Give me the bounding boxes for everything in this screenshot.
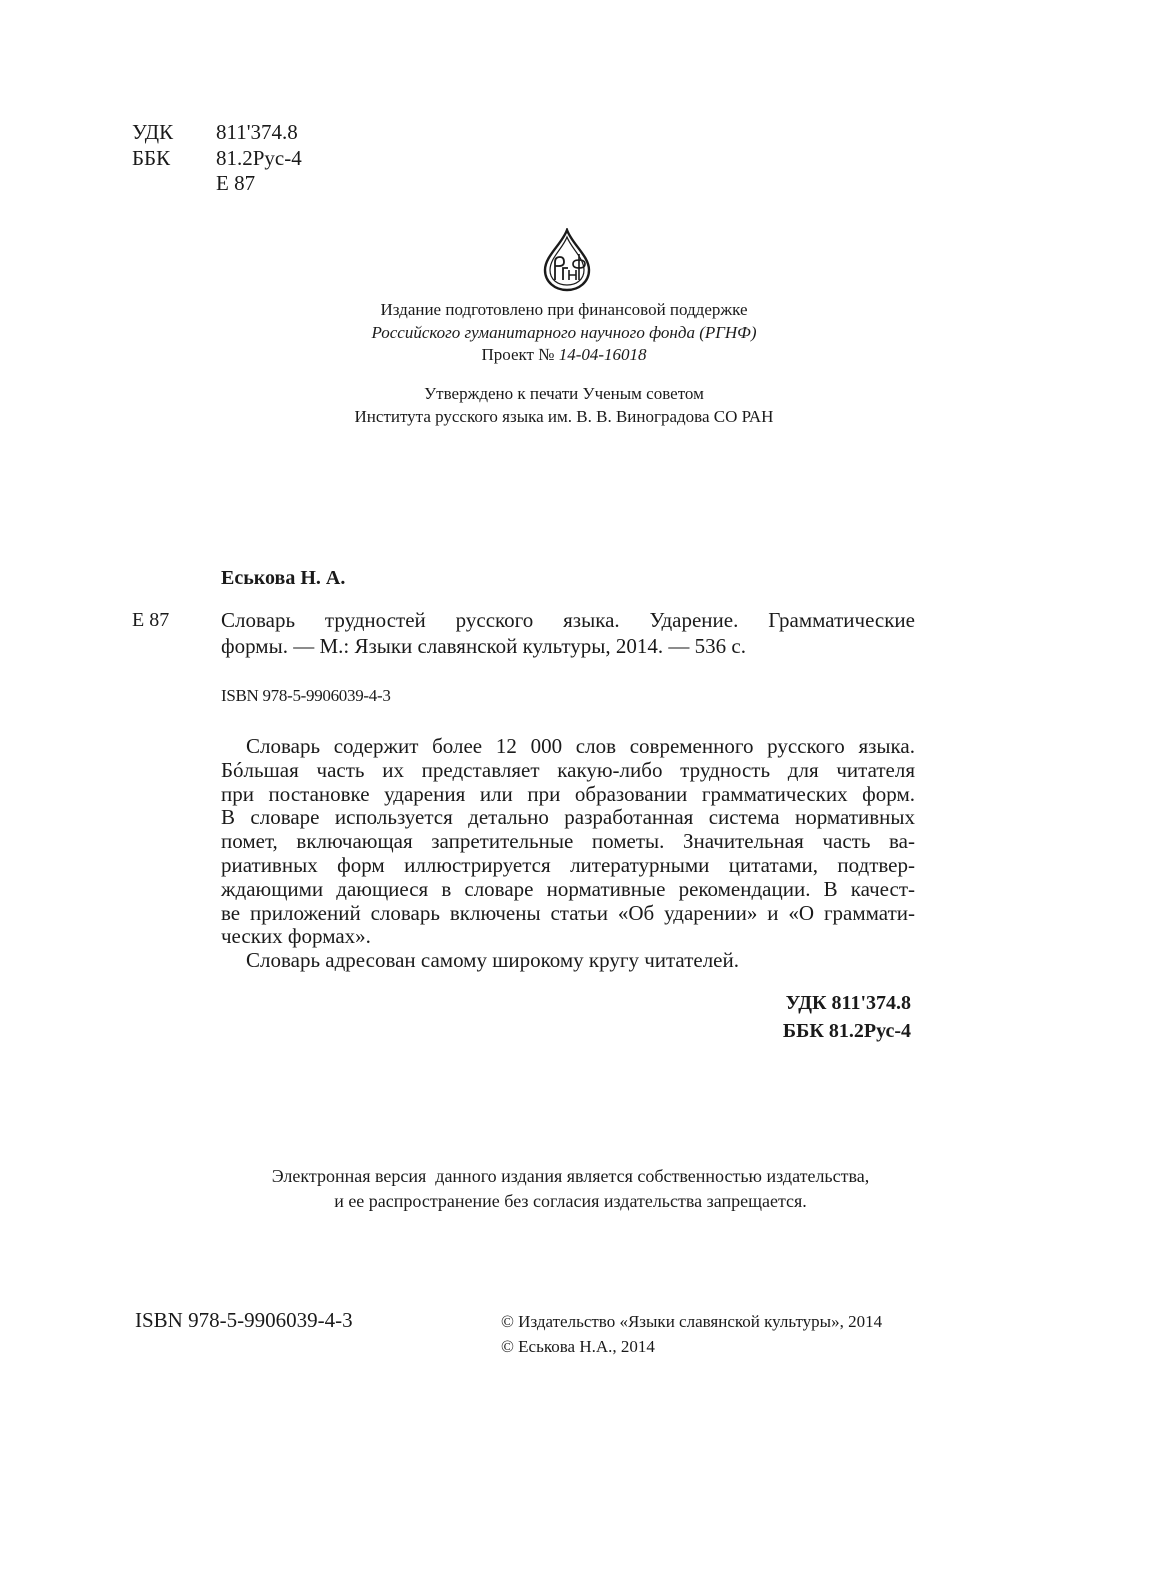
- notice-line-2: и ее распространение без согласия издательства запрещается.: [334, 1191, 807, 1211]
- project-label: Проект №: [481, 345, 555, 364]
- description-line-2: формы. — М.: Языки славянской культуры, 2014. — 536 с.: [221, 634, 746, 658]
- classification-block: [783, 989, 911, 1045]
- copyright-notice: [0, 1164, 1141, 1214]
- copyright-author: © Еськова Н.А., 2014: [501, 1337, 655, 1356]
- udk-row: [132, 120, 302, 146]
- footer-isbn: ISBN 978-5-9906039-4-3: [135, 1308, 353, 1332]
- annotation: [221, 735, 915, 973]
- author-name: Еськова Н. А.: [221, 567, 346, 589]
- annotation-line: риативных форм иллюстрируется литературными цитатами, подтвер-: [221, 852, 915, 877]
- author-mark: Е 87: [216, 171, 256, 195]
- catalog-code: Е 87: [132, 609, 170, 631]
- project-number: 14-04-16018: [558, 345, 647, 364]
- approval-line-2: Института русского языка им. В. В. Виноградова СО РАН: [354, 407, 774, 426]
- funding-line-1: Издание подготовлено при финансовой поддержке: [380, 300, 748, 319]
- funding-project: [0, 345, 1128, 365]
- annotation-line: В словаре используется детально разработанная система нормативных: [221, 805, 915, 830]
- annotation-audience: Словарь адресован самому широкому кругу читателей.: [246, 948, 739, 973]
- classification-codes: [132, 120, 302, 197]
- annotation-line: ческих формах».: [221, 924, 371, 949]
- catalog-isbn: ISBN 978-5-9906039-4-3: [221, 686, 391, 705]
- udk-value: 811'374.8: [216, 120, 298, 144]
- notice-line-1: Электронная версия данного издания является собственностью издательства,: [271, 1166, 870, 1186]
- udk-label: УДК: [132, 120, 174, 144]
- classif-bbk: ББК 81.2Рус-4: [782, 1020, 911, 1042]
- description-line-1: Словарь трудностей русского языка. Ударение. Грамматические: [221, 608, 915, 632]
- rgnf-logo-icon: [542, 228, 592, 292]
- copyright-block: [501, 1309, 882, 1359]
- bbk-label: ББК: [132, 145, 171, 170]
- annotation-line: Бóльшая часть их представляет какую-либо трудность для читателя: [221, 757, 915, 782]
- bibliographic-description: [221, 607, 915, 659]
- copyright-publisher: © Издательство «Языки славянской культуры», 2014: [501, 1312, 883, 1331]
- annotation-line: ждающими дающиеся в словаре нормативные рекомендации. В качест-: [221, 876, 915, 901]
- bbk-row: [132, 146, 302, 172]
- annotation-line: при постановке ударения или при образовании грамматических форм.: [221, 781, 915, 806]
- annotation-line: помет, включающая запретительные пометы. Значительная часть ва-: [221, 829, 915, 854]
- annotation-line: ве приложений словарь включены статьи «Об ударении» и «О граммати-: [221, 900, 915, 925]
- approval-line-1: Утверждено к печати Ученым советом: [424, 384, 704, 403]
- classif-udk: УДК 811'374.8: [785, 992, 911, 1014]
- annotation-line: Словарь содержит более 12 000 слов современного русского языка.: [246, 734, 915, 758]
- funding-line-2: Российского гуманитарного научного фонда (РГНФ): [371, 323, 757, 342]
- author-mark-row: [132, 171, 302, 197]
- bbk-value: 81.2Рус-4: [216, 145, 302, 170]
